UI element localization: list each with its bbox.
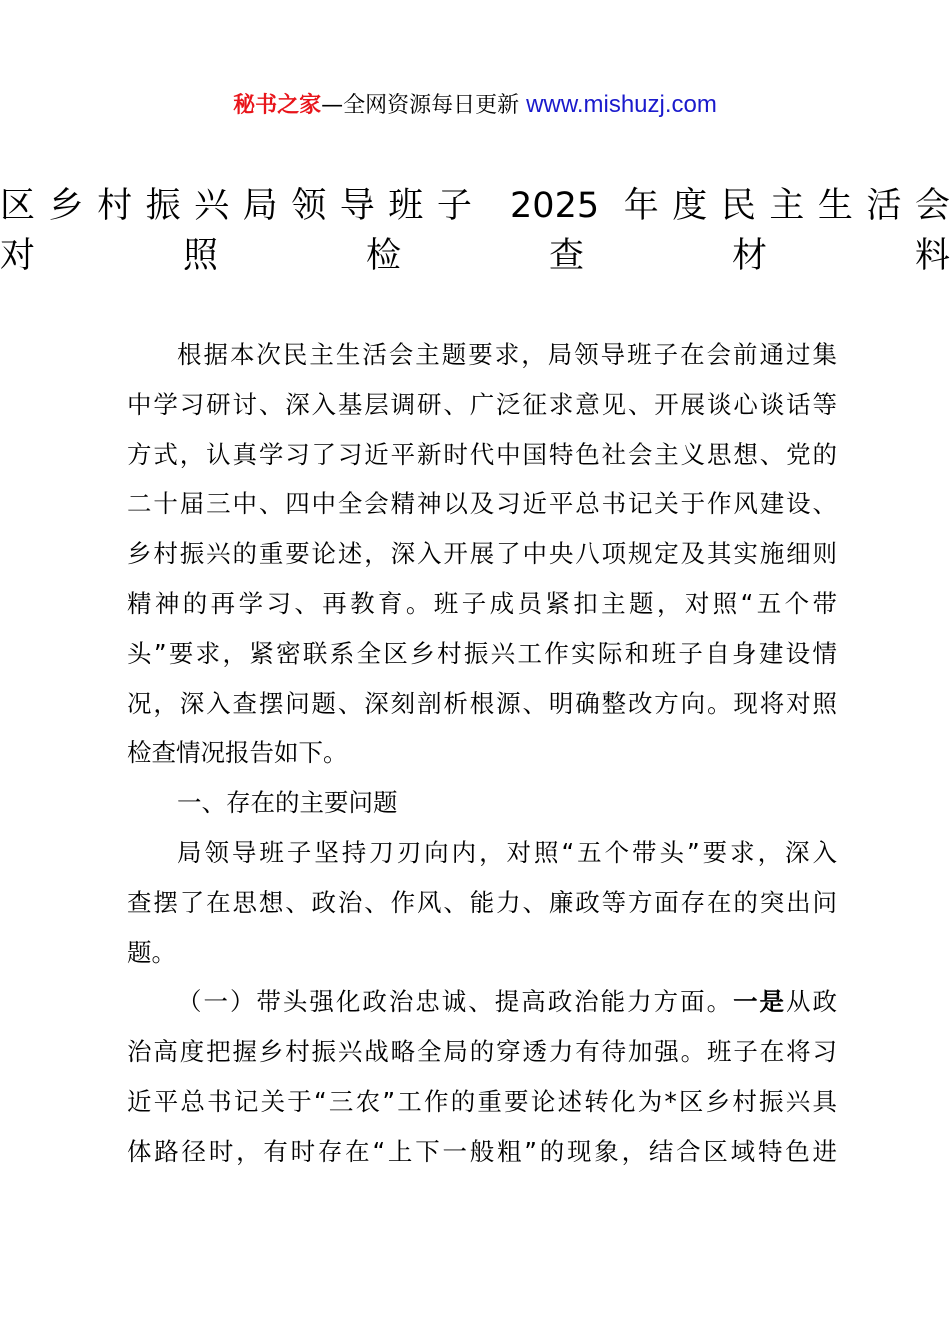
text-line: 精神的再学习、再教育。班子成员紧扣主题，对照“五个带 [127, 588, 837, 618]
text-line: 乡村振兴的重要论述，深入开展了中央八项规定及其实施细则 [127, 539, 837, 569]
text-run: （一）带头强化政治忠诚、提高政治能力方面。 [177, 987, 734, 1017]
brand-name: 秘书之家 [233, 93, 322, 118]
emphasis-text: 一是 [733, 987, 787, 1017]
site-url[interactable]: www.mishuzj.com [526, 91, 717, 118]
text-line [127, 977, 837, 1027]
site-banner [0, 88, 950, 119]
paragraph-subsection-1 [127, 977, 837, 1176]
text-line: 治高度把握乡村振兴战略全局的穿透力有待加强。班子在将习 [127, 1037, 837, 1067]
text-line: 检查情况报告如下。 [127, 738, 348, 768]
document-title [0, 182, 950, 282]
text-line: 头”要求，紧密联系全区乡村振兴工作实际和班子自身建设情 [127, 638, 837, 668]
text-line: 根据本次民主生活会主题要求，局领导班子在会前通过集 [177, 340, 837, 369]
text-line: 况，深入查摆问题、深刻剖析根源、明确整改方向。现将对照 [127, 688, 837, 718]
text-line: 局领导班子坚持刀刃向内，对照“五个带头”要求，深入 [177, 837, 837, 867]
banner-tagline: —全网资源每日更新 [321, 93, 527, 118]
document-body [127, 330, 837, 1177]
text-line: 二十届三中、四中全会精神以及习近平总书记关于作风建设、 [127, 489, 837, 519]
paragraph-intro [127, 330, 837, 778]
text-run: 从政 [786, 987, 838, 1017]
text-line: 题。 [127, 937, 176, 967]
text-line: 查摆了在思想、政治、作风、能力、廉政等方面存在的突出问 [127, 887, 837, 917]
section-heading [127, 778, 837, 828]
heading-line: 一、存在的主要问题 [177, 788, 398, 818]
title-line: 区乡村振兴局领导班子 2025 年度民主生活会 [0, 186, 950, 226]
text-line: 中学习研讨、深入基层调研、广泛征求意见、开展谈心谈话等 [127, 389, 837, 419]
text-line: 体路径时，有时存在“上下一般粗”的现象，结合区域特色进 [127, 1136, 837, 1166]
paragraph-problems [127, 828, 837, 977]
title-line: 对照检查材料 [0, 235, 950, 276]
text-line: 方式，认真学习了习近平新时代中国特色社会主义思想、党的 [127, 439, 837, 469]
text-line: 近平总书记关于“三农”工作的重要论述转化为*区乡村振兴具 [127, 1086, 837, 1116]
